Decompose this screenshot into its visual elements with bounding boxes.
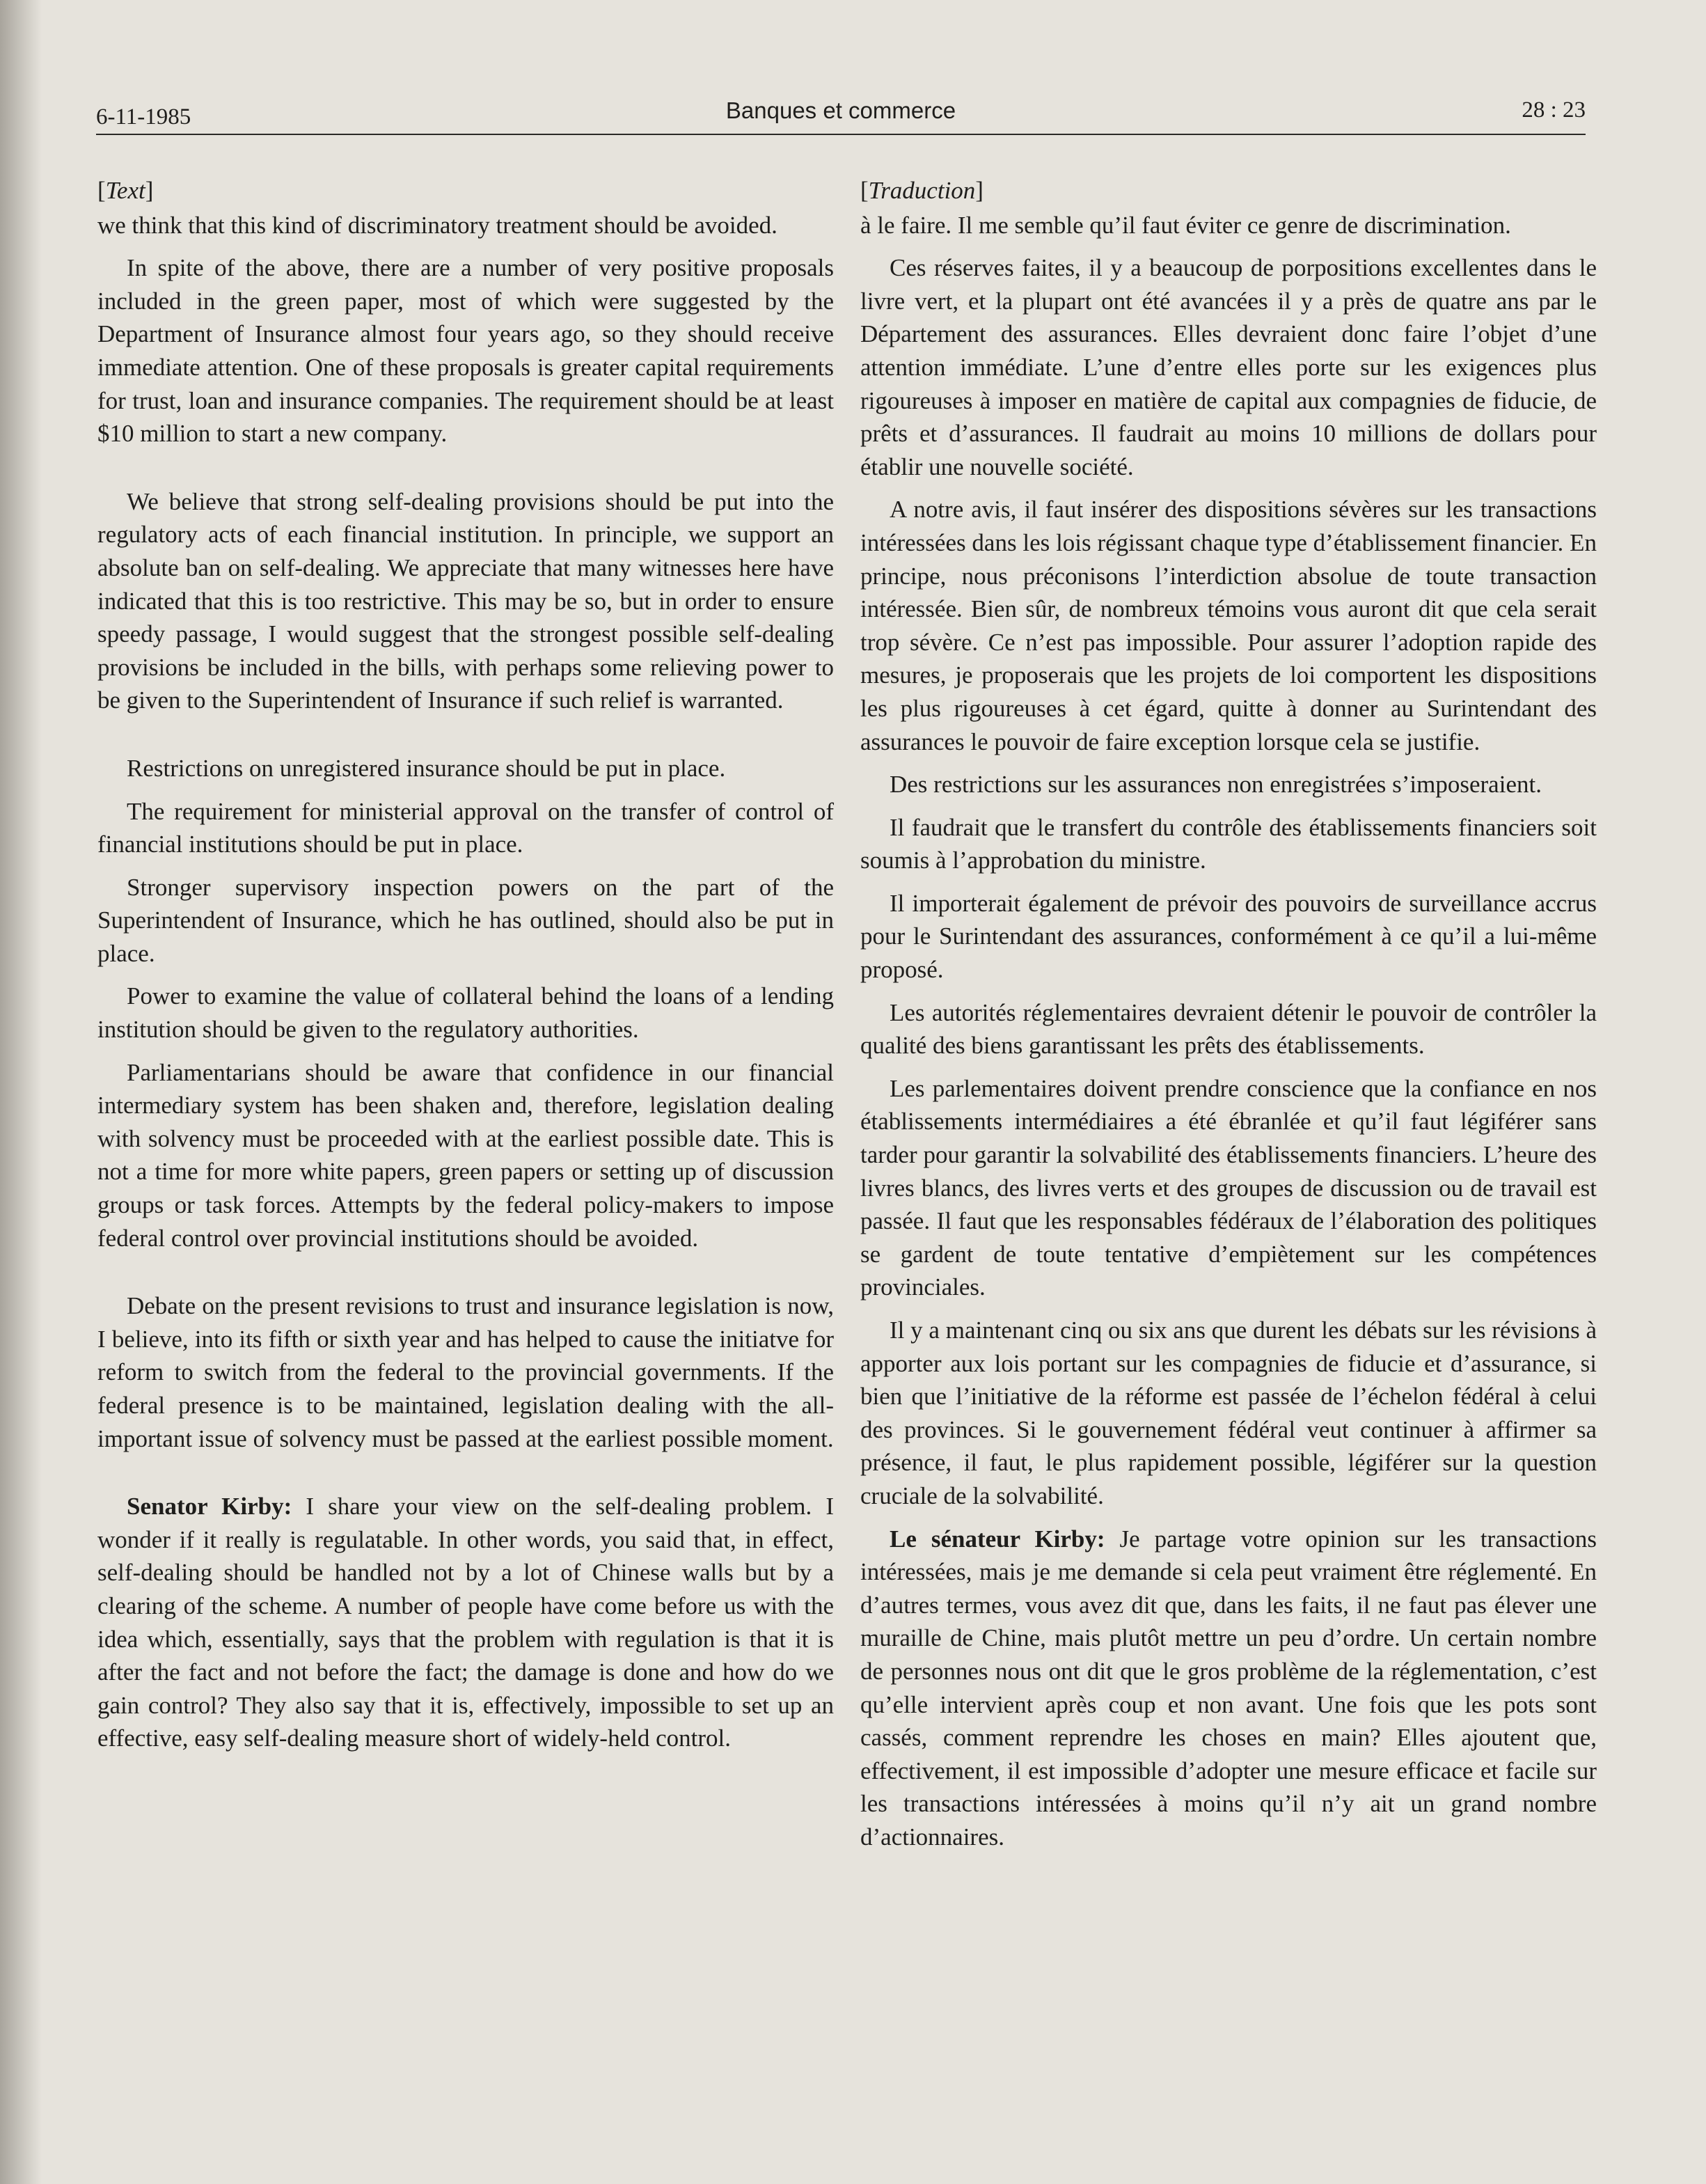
paragraph: Power to examine the value of collateral behind the loans of a lending institution should be given to the regulatory authorities. [97,982,834,1044]
english-column [97,174,834,1755]
paragraph: we think that this kind of discriminatory treatment should be avoided. [97,211,777,239]
header-date: 6-11-1985 [96,104,191,129]
speaker-name: Senator Kirby: [127,1493,292,1521]
header-rule [96,134,1586,135]
paragraph: Restrictions on unregistered insurance should be put in place. [127,754,726,782]
paragraph: Il importerait également de prévoir des pouvoirs de surveillance accrus pour le Surintendant des assurances, conformément à ce qu’il a lui-même proposé. [860,889,1597,984]
section-label: [Text] [97,177,154,204]
paragraph: Stronger supervisory inspection powers on the part of the Superintendent of Insurance, which he has outlined, should also be put in place. [97,873,834,967]
paragraph: Il faudrait que le transfert du contrôle des établissements financiers soit soumis à l’approbation du ministre. [860,813,1597,874]
paragraph: A notre avis, il faut insérer des dispositions sévères sur les transactions intéressées dans les lois régissant chaque type d’établissement financier. En principe, nous préconisons l’interdiction absolue de toute transaction intéressée. Bien sûr, de nombreux témoins vous auront dit que cela serait trop sévère. Ce n’est pas impossible. Pour assurer l’adoption rapide des mesures, je proposerais que les projets de loi comportent les dispositions les plus rigoureuses à cet égard, quitte à donner au Surintendant des assurances le pouvoir de faire exception lorsque cela se justifie. [860,496,1597,755]
paragraph: The requirement for ministerial approval on the transfer of control of financial institutions should be put in place. [97,797,834,858]
binding-shadow [0,0,42,2184]
header-page-number: 28 : 23 [1522,97,1586,123]
paragraph: Ces réserves faites, il y a beaucoup de porpositions excellentes dans le livre vert, et la plupart ont été avancées il y a près de quatre ans par le Département des assurances. Elles devraient donc faire l’objet d’une attention immédiate. L’une d’entre elles porte sur les exigences plus rigoureuses à imposer en matière de capital aux compagnies de fiducie, de prêts et d’assurances. Il faudrait au moins 10 millions de dollars pour établir une nouvelle société. [860,254,1597,480]
paragraph: Debate on the present revisions to trust and insurance legislation is now, I believe, into its fifth or sixth year and has helped to cause the initiatve for reform to switch from the federal to the provincial governments. If the federal presence is to be maintained, legislation dealing with the all-important issue of solvency must be passed at the earliest possible moment. [97,1292,834,1452]
paragraph: à le faire. Il me semble qu’il faut éviter ce genre de discrimination. [860,211,1511,239]
speaker-text: Je partage votre opinion sur les transactions intéressées, mais je me demande si cela peut vraiment être réglementé. En d’autres termes, vous avez dit que, dans les faits, il ne faut pas élever une muraille de Chine, mais plutôt mettre un peu d’ordre. Un certain nombre de personnes nous ont dit que le gros problème de la réglementation, c’est qu’elle intervient après coup et non avant. Une fois que les pots sont cassés, comment reprendre les choses en main? Elles ajoutent que, effectivement, il est impossible d’adopter une mesure efficace et facile sur les transactions intéressées à moins qu’il n’y ait un grand nombre d’actionnaires. [860,1525,1597,1851]
paragraph: Les autorités réglementaires devraient détenir le pouvoir de contrôler la qualité des biens garantissant les prêts des établissements. [860,998,1597,1060]
speaker-name: Le sénateur Kirby: [890,1525,1105,1553]
french-column [860,174,1597,1854]
header-title: Banques et commerce [725,97,956,123]
paragraph: Des restrictions sur les assurances non enregistrées s’imposeraient. [890,771,1542,799]
speaker-paragraph [860,1523,1597,1854]
paragraph: Il y a maintenant cinq ou six ans que durent les débats sur les révisions à apporter aux lois portant sur les compagnies de fiducie et d’assurance, si bien que l’initiative de la réforme est passée de l’échelon fédéral à celui des provinces. Si le gouvernement fédéral veut continuer à affirmer sa présence, il faut, le plus rapidement possible, légiférer sur la question cruciale de la solvabilité. [860,1317,1597,1509]
paragraph: Parliamentarians should be aware that confidence in our financial intermediary system has been shaken and, therefore, legislation dealing with solvency must be proceeded with at the earliest possible date. This is not a time for more white papers, green papers or setting up of discussion groups or task forces. Attempts by the federal policy-makers to impose federal control over provincial institutions should be avoided. [97,1058,834,1252]
paragraph: We believe that strong self-dealing provisions should be put into the regulatory acts of each financial institution. In principle, we support an absolute ban on self-dealing. We appreciate that many witnesses here have indicated that this is too restrictive. This may be so, but in order to ensure speedy passage, I would suggest that the strongest possible self-dealing provisions be included in the bills, with perhaps some relieving power to be given to the Superintendent of Insurance if such relief is warranted. [97,487,834,714]
paragraph: In spite of the above, there are a number of very positive proposals included in the green paper, most of which were suggested by the Department of Insurance almost four years ago, so they should receive immediate attention. One of these proposals is greater capital requirements for trust, loan and insurance companies. The requirement should be at least $10 million to start a new company. [97,254,834,448]
section-label: [Traduction] [860,177,984,204]
speaker-text: I share your view on the self-dealing problem. I wonder if it really is regulatable. In other words, you said that, in effect, self-dealing should be handled not by a lot of Chinese walls but by a clearing of the scheme. A number of people have come before us with the idea which, essentially, says that the problem with regulation is that it is after the fact and not before the fact; the damage is done and how do we gain control? They also say that it is, effectively, impossible to set up an effective, easy self-dealing measure short of widely-held control. [97,1493,835,1752]
speaker-paragraph [97,1490,834,1755]
paragraph: Les parlementaires doivent prendre conscience que la confiance en nos établissements intermédiaires a été ébranlée et qu’il faut légiférer sans tarder pour garantir la solvabilité des établissements financiers. L’heure des livres blancs, des livres verts et des groupes de discussion ou de travail est passée. Il faut que les responsables fédéraux de l’élaboration des politiques se gardent de toute tentative d’empiètement sur les compétences provinciales. [860,1074,1597,1301]
page-header [96,97,1586,136]
